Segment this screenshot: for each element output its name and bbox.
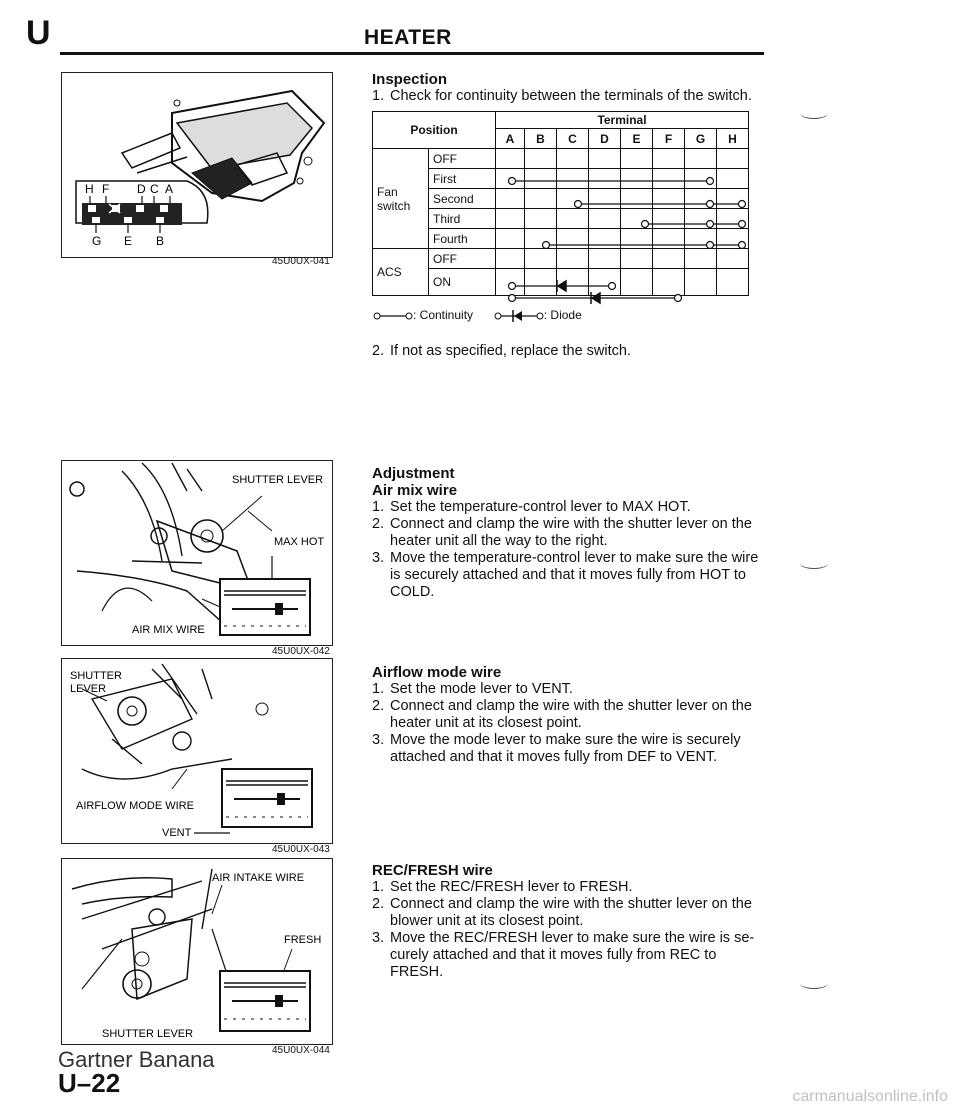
rec-fresh-section (372, 862, 768, 981)
pin-label-b: B (156, 234, 165, 248)
airflow-shutter-label-line2: LEVER (70, 683, 107, 695)
rec-fresh-step-2-text: Connect and clamp the wire with the shutter lever on the blower unit at its closest point. (390, 896, 752, 929)
rec-fresh-step-1: 1. Set the REC/FRESH lever to FRESH. (372, 879, 633, 895)
rec-fresh-shutter-label: SHUTTER LEVER (102, 1028, 194, 1040)
adjustment-section (372, 465, 768, 601)
acs-label: ACS (373, 249, 429, 296)
rec-fresh-heading: REC/FRESH wire (372, 862, 493, 879)
fan-row-third: Third (429, 209, 496, 229)
page-title: HEATER (364, 26, 452, 49)
terminal-g: G (685, 129, 717, 149)
airflow-mode-wire-label: AIRFLOW MODE WIRE (76, 800, 194, 812)
terminal-h: H (717, 129, 749, 149)
fan-row-off: OFF (429, 149, 496, 169)
airflow-shutter-label (70, 670, 122, 695)
terminal-header: Terminal (496, 112, 749, 129)
section-letter: U (26, 14, 51, 52)
figure-code-042: 45U0UX-042 (272, 646, 330, 657)
air-mix-heading: Air mix wire (372, 482, 458, 499)
airflow-step-3: 3. Move the mode lever to make sure the wire is securely attached and that it moves fully from DEF to VENT. (372, 732, 741, 765)
shutter-lever-label: SHUTTER LEVER (232, 474, 324, 486)
rec-fresh-step-3: 3. Move the REC/FRESH lever to make sure the wire is se-curely attached and that it moves fully from REC to FRESH. (372, 930, 755, 980)
airflow-step-3-text: Move the mode lever to make sure the wire is securely attached and that it moves fully from DEF to VENT. (390, 732, 741, 765)
pin-label-f: F (102, 182, 110, 196)
rec-fresh-step-2: 2. Connect and clamp the wire with the shutter lever on the blower unit at its closest point. (372, 896, 752, 929)
air-mix-step-3-text: Move the temperature-control lever to make sure the wire is securely attached and that it moves fully from HOT to COLD. (390, 550, 759, 600)
table-legend: : Continuity : Diode (373, 308, 582, 322)
figure-code-044: 45U0UX-044 (272, 1045, 330, 1056)
air-mix-step-2-text: Connect and clamp the wire with the shutter lever on the heater unit all the way to the right. (390, 516, 752, 549)
legend-diode: Diode (550, 308, 582, 322)
margin-tick (800, 108, 828, 119)
page-number: U–22 (58, 1068, 121, 1098)
pin-label-a: A (165, 182, 174, 196)
fan-row-second: Second (429, 189, 496, 209)
inspection-heading: Inspection (372, 71, 448, 88)
rec-fresh-step-1-text: Set the REC/FRESH lever to FRESH. (390, 879, 633, 895)
airflow-shutter-label-line1: SHUTTER (70, 670, 122, 682)
rec-fresh-step-3-text: Move the REC/FRESH lever to make sure the wire is se-curely attached and that it moves fully from REC to FRESH. (390, 930, 755, 980)
airflow-step-1-text: Set the mode lever to VENT. (390, 681, 573, 697)
inspection-step-1: 1. Check for continuity between the terminals of the switch. (372, 88, 752, 104)
air-mix-step-1: 1. Set the temperature-control lever to MAX HOT. (372, 499, 691, 515)
pin-label-c: C (150, 182, 159, 196)
terminal-a: A (496, 129, 525, 149)
airflow-step-2-text: Connect and clamp the wire with the shutter lever on the heater unit at its closest point. (390, 698, 752, 731)
figure-rec-fresh (61, 858, 333, 1045)
terminal-b: B (525, 129, 557, 149)
pin-label-g: G (92, 234, 102, 248)
air-mix-wire-label: AIR MIX WIRE (132, 624, 205, 636)
terminal-c: C (557, 129, 589, 149)
inspection-step-2-text: If not as specified, replace the switch. (390, 343, 631, 359)
acs-row-off: OFF (429, 249, 496, 269)
inspection-step-2-block (372, 343, 768, 360)
figure-code-041: 45U0UX-041 (272, 256, 330, 267)
continuity-symbol-icon (373, 311, 413, 321)
airflow-step-2: 2. Connect and clamp the wire with the shutter lever on the heater unit at its closest point. (372, 698, 752, 731)
margin-tick (800, 558, 828, 569)
airflow-heading: Airflow mode wire (372, 664, 502, 681)
vent-label: VENT (162, 827, 192, 839)
airflow-section (372, 664, 768, 766)
terminal-d: D (589, 129, 621, 149)
fan-row-fourth: Fourth (429, 229, 496, 249)
max-hot-label: MAX HOT (274, 536, 325, 548)
pin-label-d: D (137, 182, 146, 196)
figure-air-mix (61, 460, 333, 646)
fan-row-first: First (429, 169, 496, 189)
inspection-step-1-text: Check for continuity between the terminals of the switch. (390, 88, 752, 104)
fan-switch-label: Fan switch (373, 149, 429, 249)
pin-label-e: E (124, 234, 133, 248)
airflow-step-1: 1. Set the mode lever to VENT. (372, 681, 573, 697)
diode-symbol-icon (494, 310, 544, 322)
adjustment-heading: Adjustment (372, 465, 455, 482)
air-intake-wire-label: AIR INTAKE WIRE (212, 872, 305, 884)
fresh-label: FRESH (284, 934, 322, 946)
footer-watermark: Gartner Banana (58, 1047, 215, 1072)
inspection-step-2: 2. If not as specified, replace the switch. (372, 343, 631, 359)
pin-label-h: H (85, 182, 94, 196)
acs-row-on: ON (429, 269, 496, 296)
terminal-e: E (621, 129, 653, 149)
figure-airflow (61, 658, 333, 844)
air-mix-step-2: 2. Connect and clamp the wire with the shutter lever on the heater unit all the way to the right. (372, 516, 752, 549)
terminal-f: F (653, 129, 685, 149)
site-watermark: carmanualsonline.info (792, 1088, 948, 1105)
air-mix-step-3: 3. Move the temperature-control lever to make sure the wire is securely attached and that it moves fully from HOT to COLD. (372, 550, 759, 600)
position-header: Position (373, 112, 496, 149)
air-mix-step-1-text: Set the temperature-control lever to MAX HOT. (390, 499, 691, 515)
legend-continuity: Continuity (419, 308, 474, 322)
margin-tick (800, 978, 828, 989)
continuity-marks (0, 0, 960, 330)
figure-code-043: 45U0UX-043 (272, 844, 330, 855)
